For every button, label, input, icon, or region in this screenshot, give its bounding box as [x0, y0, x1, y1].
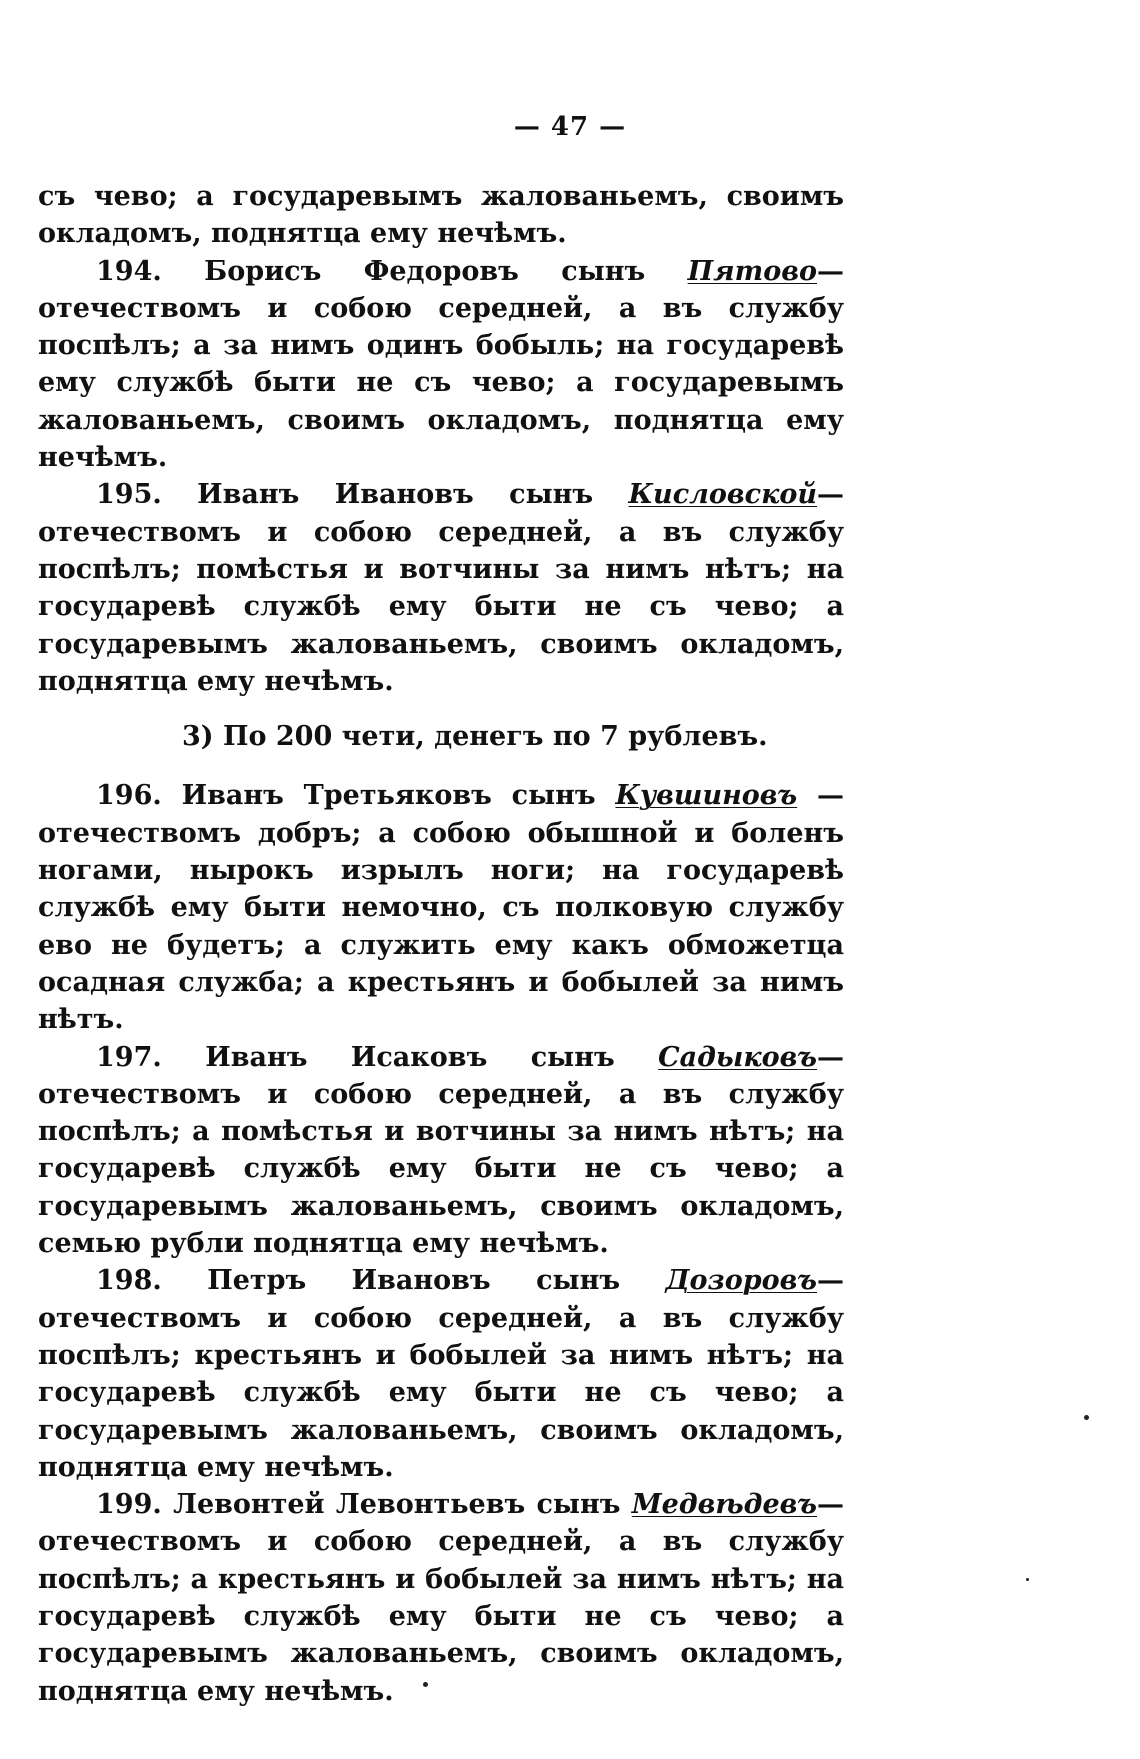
entry-number: 196. — [96, 780, 162, 812]
paragraph-continuation — [38, 178, 844, 253]
entry-198 — [38, 1262, 844, 1486]
entry-number: 194. — [96, 255, 162, 287]
entry-194 — [38, 253, 844, 477]
entry-number: 195. — [96, 479, 162, 511]
entry-name: Левонтей Левонтьевъ сынъ — [161, 1489, 632, 1521]
entry-surname: Садыковъ — [658, 1041, 817, 1073]
entry-196 — [38, 777, 844, 1038]
entry-text: —отечествомъ и собою середней, а въ службу поспѣлъ; а крестьянъ и бобылей за нимъ нѣтъ; на государевѣ службѣ ему быти не съ чево; а государевымъ жалованьемъ, своимъ окладомъ, поднятца ему нечѣмъ. — [38, 1489, 844, 1707]
entry-195 — [38, 476, 844, 700]
entry-surname: Кувшиновъ — [615, 780, 798, 812]
section-heading: 3) По 200 чети, денегъ по 7 рублевъ. — [182, 721, 768, 753]
print-speck — [1084, 1415, 1089, 1420]
entry-name: Борисъ Федоровъ сынъ — [161, 255, 688, 287]
entry-name: Петръ Ивановъ сынъ — [161, 1265, 666, 1297]
entry-number: 199. — [96, 1489, 162, 1521]
entry-number: 197. — [96, 1041, 162, 1073]
entry-199 — [38, 1486, 844, 1710]
entry-surname: Кисловской — [628, 479, 817, 511]
text-body — [38, 178, 844, 1710]
entry-name: Иванъ Ивановъ сынъ — [161, 479, 629, 511]
print-speck — [1026, 1578, 1029, 1581]
entry-surname: Дозоровъ — [665, 1265, 817, 1297]
entry-name: Иванъ Исаковъ сынъ — [161, 1041, 659, 1073]
entry-name: Иванъ Третьяковъ сынъ — [161, 780, 616, 812]
entry-text: —отечествомъ и собою середней, а въ службу поспѣлъ; а помѣстья и вотчины за нимъ нѣтъ; на государевѣ службѣ ему быти не съ чево; а государевымъ жалованьемъ, своимъ окладомъ, семью рубли поднятца ему нечѣмъ. — [38, 1041, 844, 1260]
page-number: — 47 — — [513, 112, 627, 142]
entry-number: 198. — [96, 1265, 162, 1297]
entry-text: —отечествомъ добръ; а собою обышной и боленъ ногами, нырокъ изрылъ ноги; на государевѣ службѣ ему быти немочно, съ полковую службу ево не будетъ; а служить ему какъ обможетца осадная служба; а крестьянъ и бобылей за нимъ нѣтъ. — [38, 780, 844, 1036]
print-speck — [423, 1682, 428, 1687]
entry-text: —отечествомъ и собою середней, а въ службу поспѣлъ; помѣстья и вотчины за нимъ нѣтъ; на государевѣ службѣ ему быти не съ чево; а государевымъ жалованьемъ, своимъ окладомъ, поднятца ему нечѣмъ. — [38, 479, 844, 697]
paragraph-text: съ чево; а государевымъ жалованьемъ, своимъ окладомъ, поднятца ему нечѣмъ. — [38, 181, 844, 250]
entry-text: —отечествомъ и собою середней, а въ службу поспѣлъ; крестьянъ и бобылей за нимъ нѣтъ; на государевѣ службѣ ему быти не съ чево; а государевымъ жалованьемъ, своимъ окладомъ, поднятца ему нечѣмъ. — [38, 1265, 844, 1483]
entry-197 — [38, 1039, 844, 1263]
entry-text: —отечествомъ и собою середней, а въ службу поспѣлъ; а за нимъ одинъ бобыль; на государевѣ ему службѣ быти не съ чево; а государевымъ жалованьемъ, своимъ окладомъ, поднятца ему нечѣмъ. — [38, 255, 844, 474]
entry-surname: Медвѣдевъ — [631, 1489, 817, 1521]
entry-surname: Пятово — [687, 255, 817, 287]
